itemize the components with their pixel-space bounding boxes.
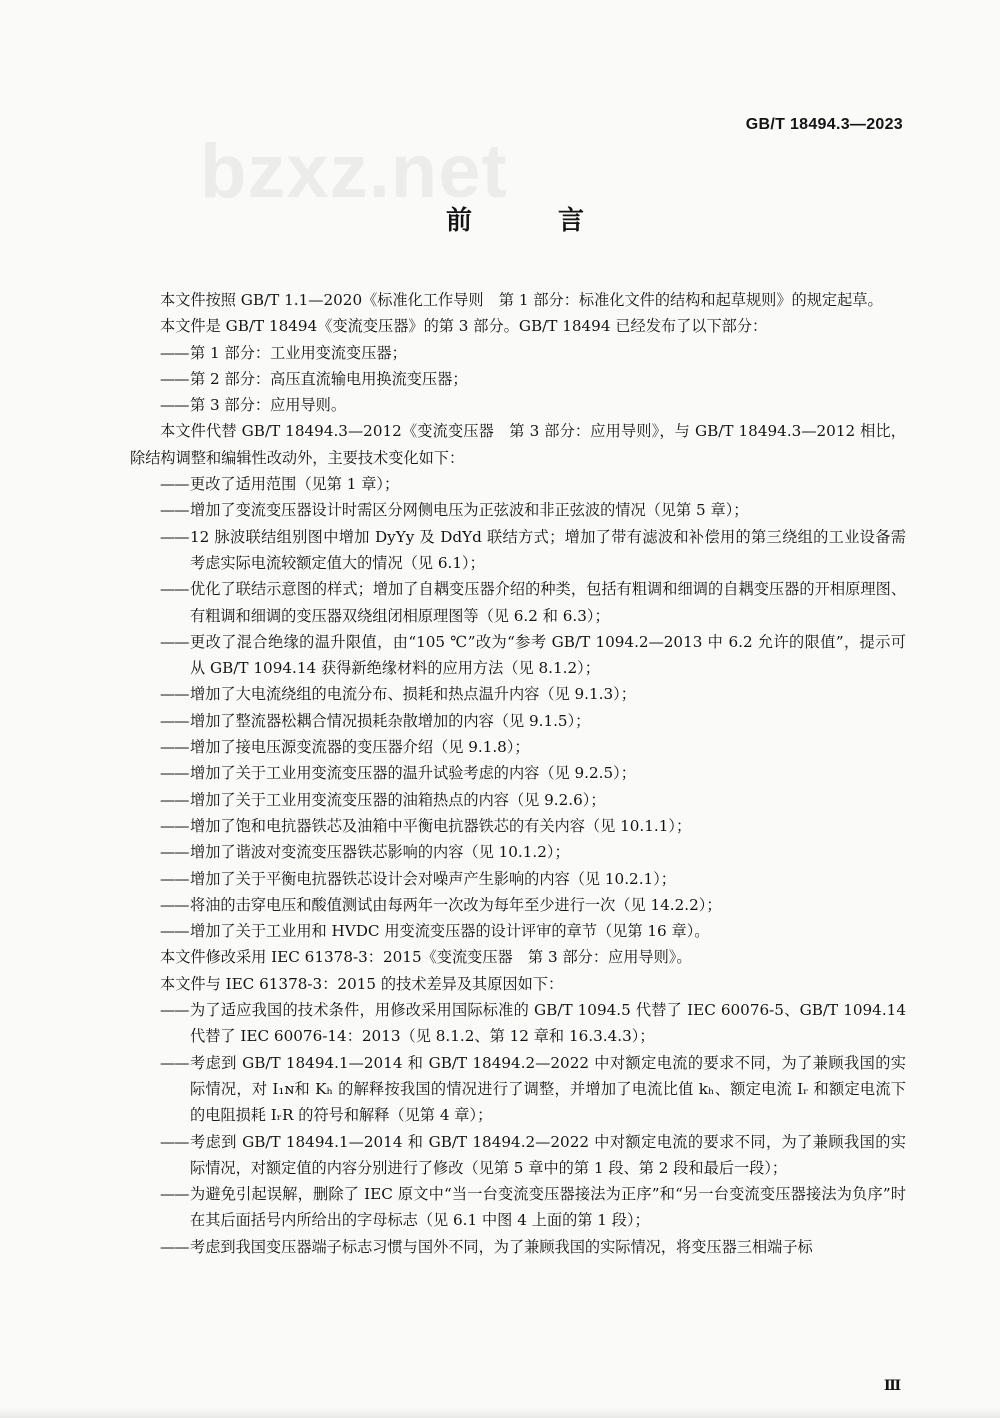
page-number: Ⅲ [883, 1378, 901, 1394]
dash-mark: —— [160, 816, 189, 835]
list-item: —— 更改了混合绝缘的温升限值，由“105 ℃”改为“参考 GB/T 1094.2—2013 中 6.2 允许的限值”，提示可从 GB/T 1094.14 获得新绝缘材料的应用方法（见 8.1.2）； [130, 629, 906, 682]
differences-list [130, 997, 906, 1260]
list-item: —— 增加了关于工业用变流变压器的温升试验考虑的内容（见 9.2.5）； [130, 760, 906, 786]
list-item: —— 增加了关于工业用变流变压器的油箱热点的内容（见 9.2.6）； [130, 787, 906, 813]
list-item: —— 增加了谐波对变流变压器铁芯影响的内容（见 10.1.2）； [130, 839, 906, 865]
dash-mark: —— [160, 1001, 189, 1020]
foreword-body [130, 287, 906, 1260]
list-item: —— 增加了关于工业用和 HVDC 用变流变压器的设计评审的章节（见第 16 章）。 [130, 918, 906, 944]
list-item: —— 第 1 部分：工业用变流变压器； [130, 340, 906, 366]
list-item: —— 增加了变流变压器设计时需区分网侧电压为正弦波和非正弦波的情况（见第 5 章）； [130, 497, 906, 523]
dash-mark: —— [160, 1132, 189, 1151]
changes-list [130, 471, 906, 944]
page-title: 前 言 [445, 206, 614, 236]
dash-mark: —— [160, 711, 189, 730]
dash-mark: —— [160, 764, 189, 783]
dash-mark: —— [160, 396, 189, 415]
paragraph-iec-adoption: 本文件修改采用 IEC 61378-3：2015《变流变压器 第 3 部分：应用导则》。 [160, 948, 692, 967]
dash-mark: —— [160, 632, 189, 651]
dash-mark: —— [160, 527, 189, 546]
list-item: —— 考虑到我国变压器端子标志习惯与国外不同，为了兼顾我国的实际情况，将变压器三相端子标 [130, 1234, 906, 1260]
paragraph-replacement: 本文件代替 GB/T 18494.3—2012《变流变压器 第 3 部分：应用导则》，与 GB/T 18494.3—2012 相比，除结构调整和编辑性改动外，主要技术变化如下： [130, 422, 906, 467]
list-item: —— 增加了大电流绕组的电流分布、损耗和热点温升内容（见 9.1.3）； [130, 681, 906, 707]
paragraph-series-intro: 本文件是 GB/T 18494《变流变压器》的第 3 部分。GB/T 18494 已经发布了以下部分： [160, 317, 768, 336]
standard-code: GB/T 18494.3—2023 [745, 116, 903, 133]
list-item: —— 增加了接电压源变流器的变压器介绍（见 9.1.8）； [130, 734, 906, 760]
dash-mark: —— [160, 790, 189, 809]
dash-mark: —— [160, 501, 189, 520]
dash-mark: —— [160, 1237, 189, 1256]
list-item: —— 增加了整流器松耦合情况损耗杂散增加的内容（见 9.1.5）； [130, 708, 906, 734]
list-item: —— 第 3 部分：应用导则。 [130, 392, 906, 418]
dash-mark: —— [160, 922, 189, 941]
page-edge-shadow [0, 1408, 1000, 1418]
list-item: —— 为避免引起误解，删除了 IEC 原文中“当一台变流变压器接法为正序”和“另一台变流变压器接法为负序”时在其后面括号内所给出的字母标志（见 6.1 中图 4 上面的第 1 段）； [130, 1181, 906, 1234]
dash-mark: —— [160, 369, 189, 388]
dash-mark: —— [160, 580, 189, 599]
dash-mark: —— [160, 1053, 189, 1072]
list-item: —— 增加了饱和电抗器铁芯及油箱中平衡电抗器铁芯的有关内容（见 10.1.1）； [130, 813, 906, 839]
list-item: —— 考虑到 GB/T 18494.1—2014 和 GB/T 18494.2—2022 中对额定电流的要求不同，为了兼顾我国的实际情况，对额定值的内容分别进行了修改（见第 5 章中的第 1 段、第 2 段和最后一段）； [130, 1129, 906, 1182]
list-item: —— 优化了联结示意图的样式；增加了自耦变压器介绍的种类，包括有粗调和细调的自耦变压器的开相原理图、有粗调和细调的变压器双绕组闭相原理图等（见 6.2 和 6.3）； [130, 576, 906, 629]
list-item: —— 第 2 部分：高压直流输电用换流变压器； [130, 366, 906, 392]
list-item: —— 将油的击穿电压和酸值测试由每两年一次改为每年至少进行一次（见 14.2.2）； [130, 892, 906, 918]
dash-mark: —— [160, 738, 189, 757]
list-item: —— 增加了关于平衡电抗器铁芯设计会对噪声产生影响的内容（见 10.2.1）； [130, 866, 906, 892]
dash-mark: —— [160, 1185, 189, 1204]
paragraph-differences-intro: 本文件与 IEC 61378-3：2015 的技术差异及其原因如下： [160, 974, 564, 993]
parts-list [130, 340, 906, 419]
paragraph-drafting-rules: 本文件按照 GB/T 1.1—2020《标准化工作导则 第 1 部分：标准化文件的结构和起草规则》的规定起草。 [160, 291, 883, 309]
dash-mark: —— [160, 843, 189, 862]
dash-mark: —— [160, 475, 189, 494]
list-item: —— 12 脉波联结组别图中增加 DyYy 及 DdYd 联结方式；增加了带有滤波和补偿用的第三绕组的工业设备需考虑实际电流较额定值大的情况（见 6.1）； [130, 524, 906, 577]
dash-mark: —— [160, 685, 189, 704]
watermark: bzxz.net [200, 129, 508, 214]
dash-mark: —— [160, 895, 189, 914]
dash-mark: —— [160, 343, 189, 362]
list-item: —— 考虑到 GB/T 18494.1—2014 和 GB/T 18494.2—2022 中对额定电流的要求不同，为了兼顾我国的实际情况，对 I₁ɴ和 Kₕ 的解释按我国的情况进行了调整，并增加了电流比值 kₕ、额定电流 Iᵣ 和额定电流下的电阻损耗 IᵣR 的符号和解释（见第 4 章）； [130, 1050, 906, 1129]
list-item: —— 为了适应我国的技术条件，用修改采用国际标准的 GB/T 1094.5 代替了 IEC 60076-5、GB/T 1094.14代替了 IEC 60076-14：2013（见 8.1.2、第 12 章和 16.3.4.3）； [130, 997, 906, 1050]
list-item: —— 更改了适用范围（见第 1 章）； [130, 471, 906, 497]
dash-mark: —— [160, 869, 189, 888]
